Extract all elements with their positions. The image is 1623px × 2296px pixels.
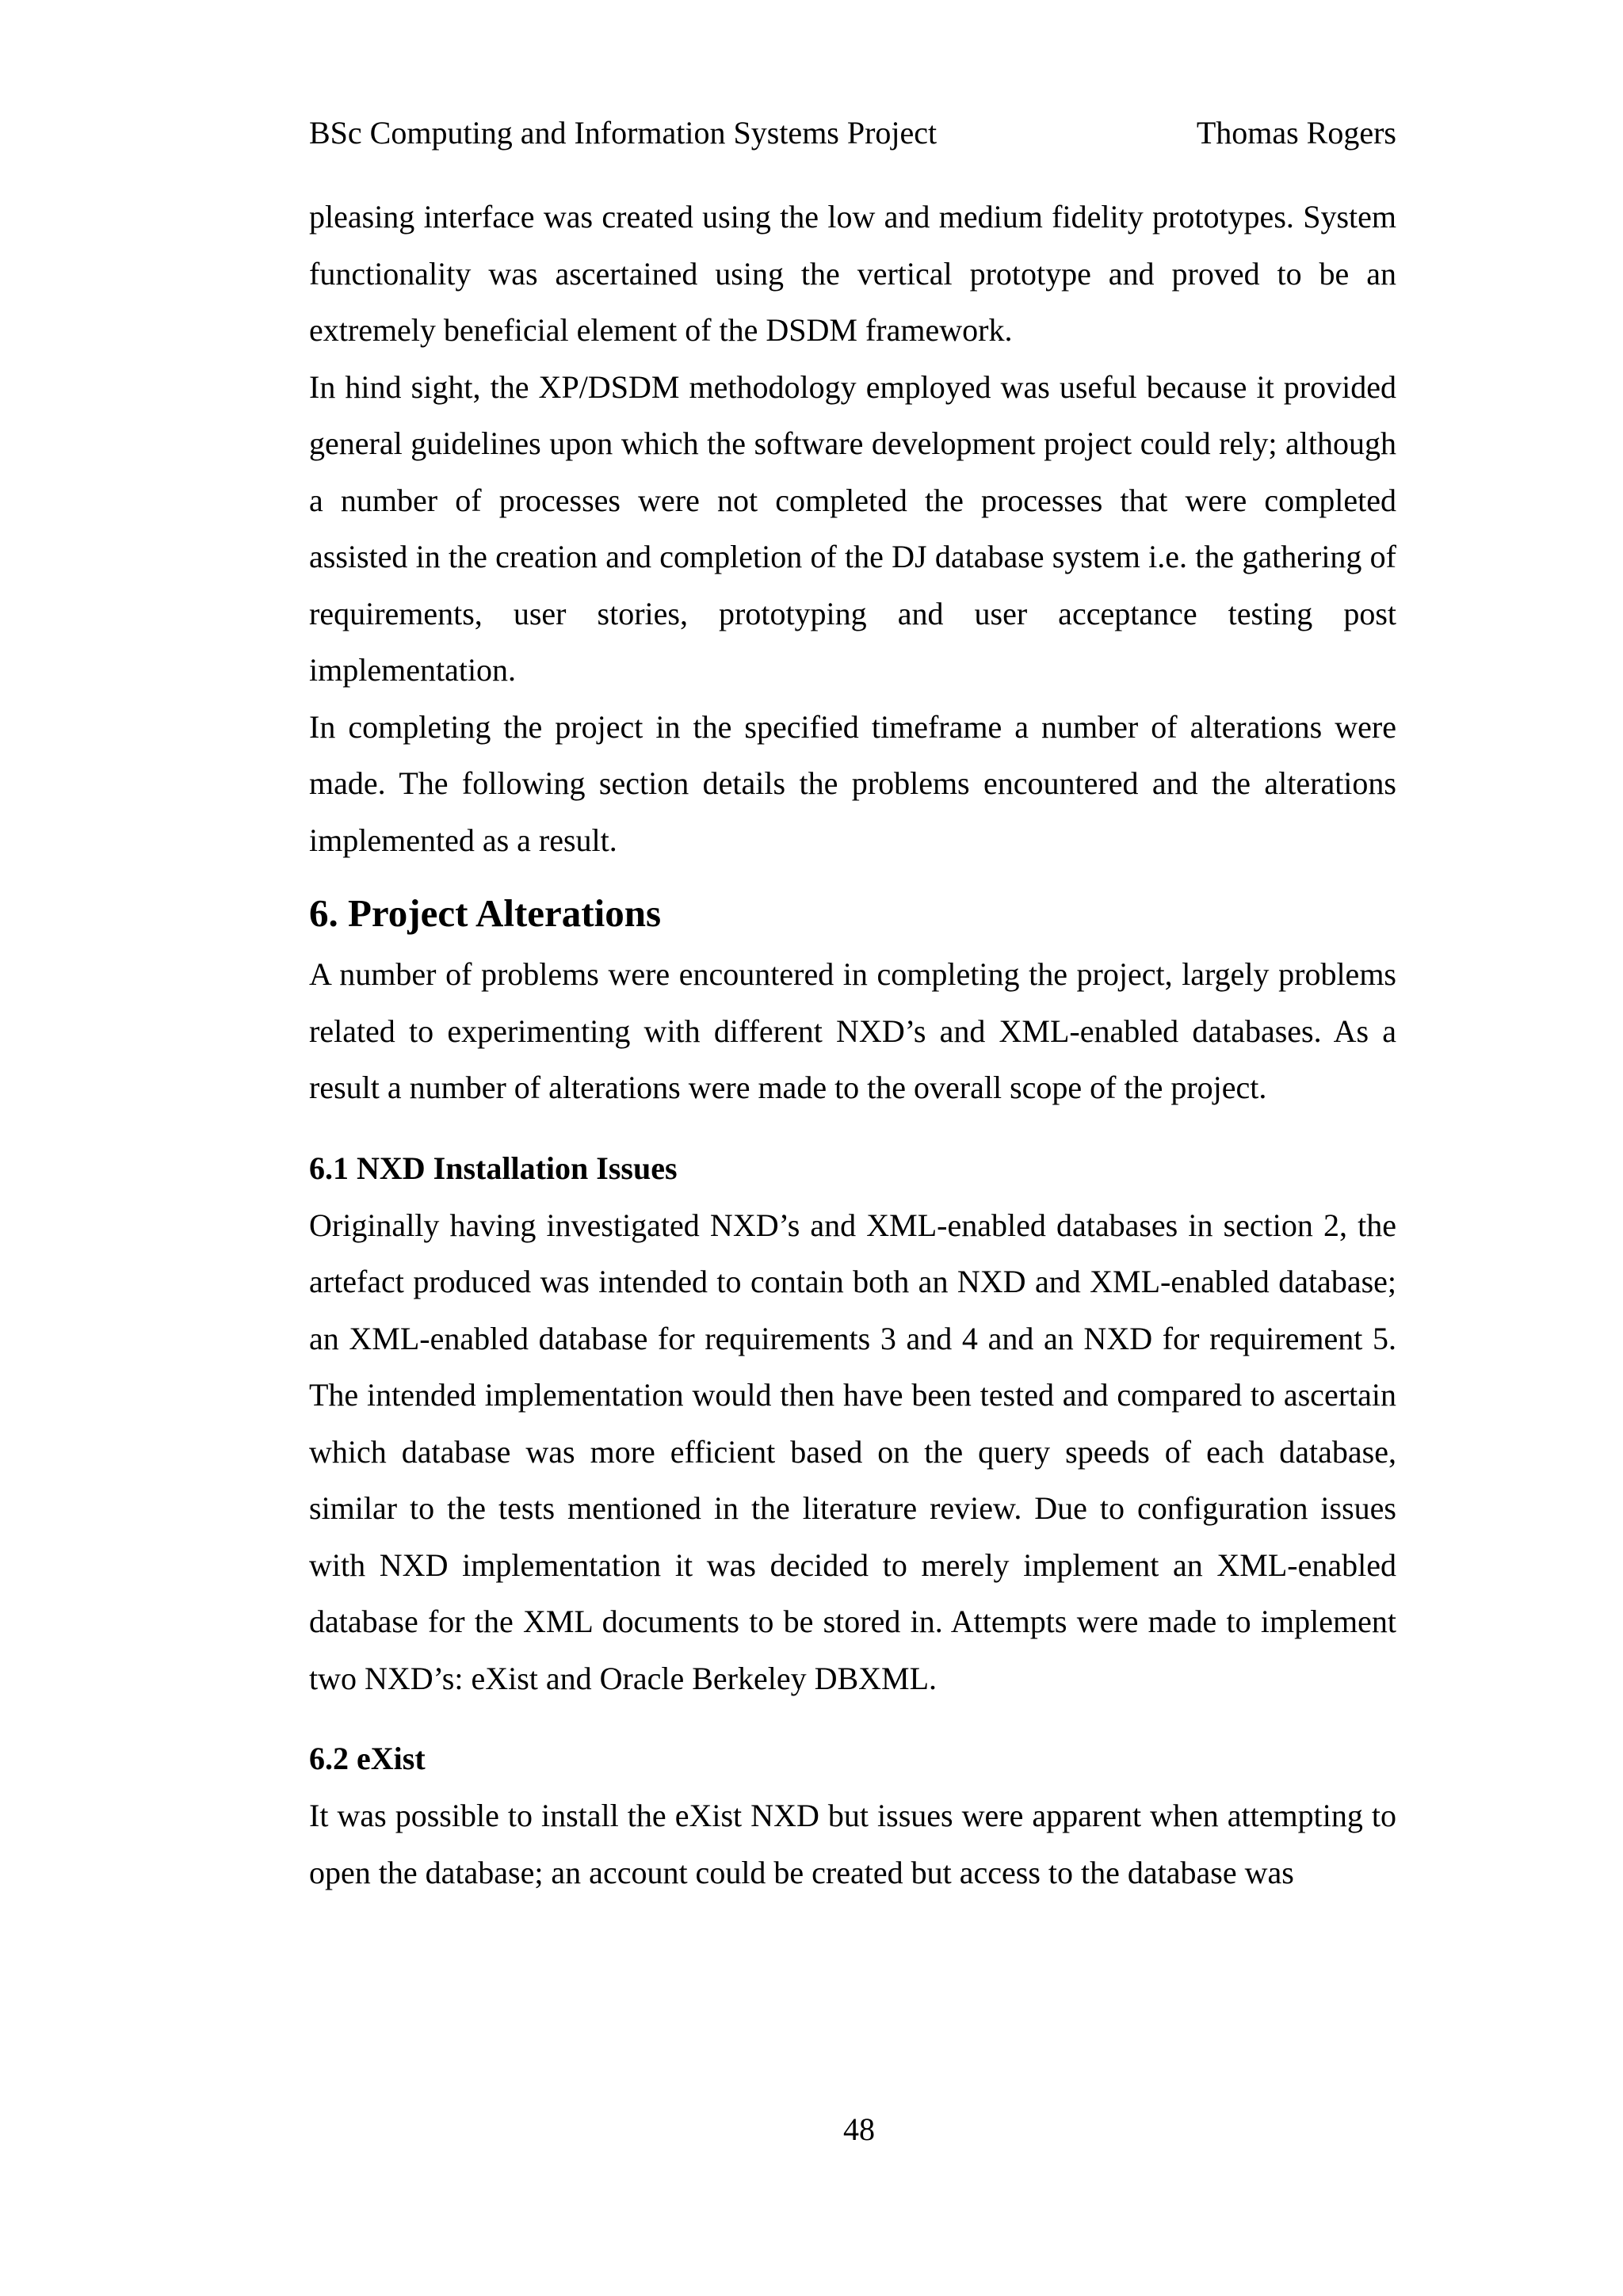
running-header — [309, 109, 1396, 157]
section-heading-project-alterations: 6. Project Alterations — [309, 891, 662, 935]
paragraph-methodology: In hind sight, the XP/DSDM methodology employed was useful because it provided general guidelines upon which the software development project could rely; although a number of processes were not completed the processes that were completed assisted in the creation and completion of the DJ database system i.e. the gathering of requirements, user stories, prototyping and user acceptance testing post implementation. — [309, 368, 1396, 688]
subsection-heading-nxd-installation: 6.1 NXD Installation Issues — [309, 1150, 678, 1186]
page-body — [309, 189, 1396, 1901]
paragraph-problems: A number of problems were encountered in completing the project, largely problems related to experimenting with different NXD’s and XML-enabled databases. As a result a number of alterations were made to the overall scope of the project. — [309, 956, 1396, 1105]
paragraph-alterations-intro: In completing the project in the specified timeframe a number of alterations were made. The following section details the problems encountered and the alterations implemented as a result. — [309, 708, 1396, 858]
header-author: Thomas Rogers — [1196, 115, 1396, 151]
page-number: 48 — [843, 2111, 875, 2147]
paragraph-nxd-installation: Originally having investigated NXD’s and XML-enabled databases in section 2, the artefact produced was intended to contain both an NXD and XML-enabled database; an XML-enabled database for requirements 3 and 4 and an NXD for requirement 5. The intended implementation would then have been tested and compared to ascertain which database was more efficient based on the query speeds of each database, similar to the tests mentioned in the literature review. Due to configuration issues with NXD implementation it was decided to merely implement an XML-enabled database for the XML documents to be stored in. Attempts were made to implement two NXD’s: eXist and Oracle Berkeley DBXML. — [309, 1207, 1396, 1696]
subsection-heading-exist: 6.2 eXist — [309, 1741, 426, 1776]
paragraph-prototypes: pleasing interface was created using the low and medium fidelity prototypes. System functionality was ascertained using the vertical prototype and proved to be an extremely beneficial element of the DSDM framework. — [309, 199, 1396, 348]
header-project-title: BSc Computing and Information Systems Project — [309, 115, 938, 151]
paragraph-exist: It was possible to install the eXist NXD but issues were apparent when attempting to open the database; an account could be created but access to the database was — [309, 1798, 1396, 1890]
